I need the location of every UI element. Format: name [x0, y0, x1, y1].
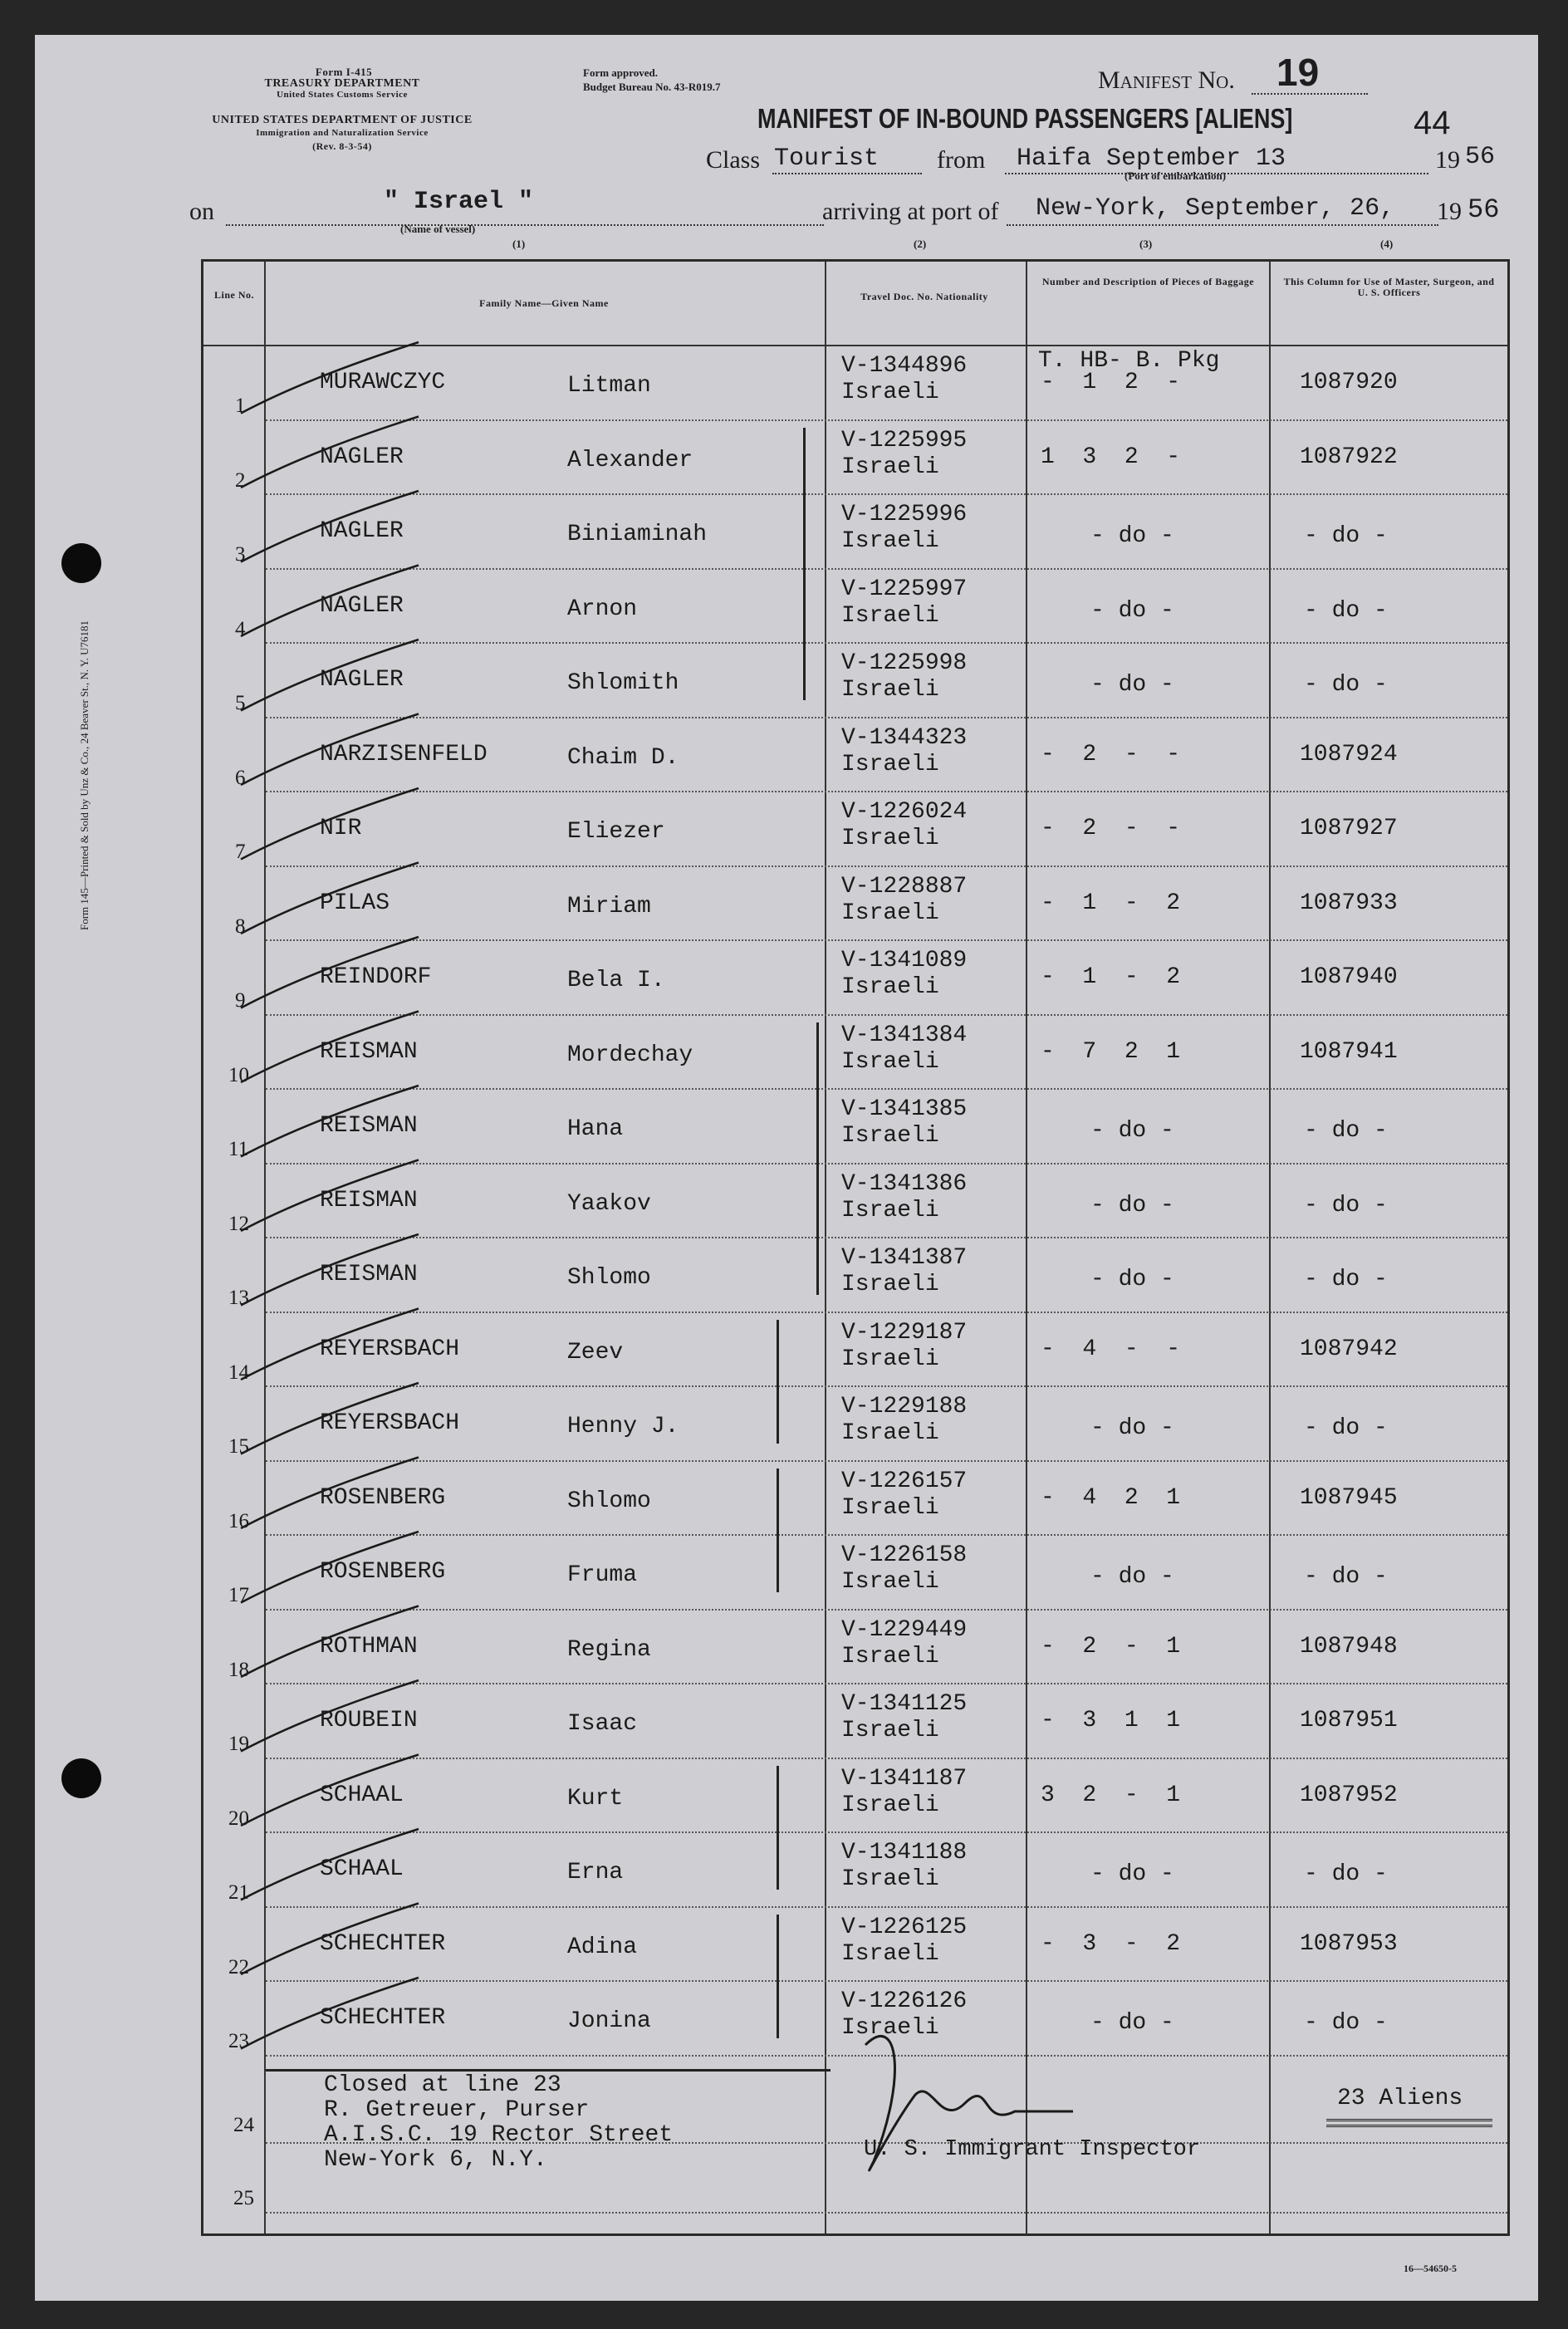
- family-name: SCHAAL: [320, 1782, 404, 1808]
- treasury-department: TREASURY DEPARTMENT: [264, 77, 420, 90]
- officer-column: - do -: [1304, 1267, 1388, 1292]
- given-name: Shlomo: [567, 1488, 651, 1514]
- manifest-title: MANIFEST OF IN-BOUND PASSENGERS [ALIENS]: [757, 103, 1293, 134]
- line-number: 8: [235, 914, 246, 938]
- officer-column: 1087941: [1300, 1038, 1398, 1065]
- check-mark: [241, 640, 419, 711]
- officer-column: - do -: [1304, 672, 1388, 698]
- from-value: Haifa September 13: [1017, 145, 1286, 173]
- col-number-4: (4): [1380, 238, 1394, 250]
- officer-column: 1087933: [1300, 890, 1398, 916]
- baggage: 1 3 2 -: [1041, 444, 1181, 470]
- baggage: - 3 - 2: [1041, 1930, 1181, 1957]
- travel-doc-number: V-1341089: [841, 948, 968, 973]
- line-number: 23: [228, 2030, 249, 2052]
- travel-doc-number: V-1226158: [841, 1542, 968, 1568]
- officer-column: 1087942: [1300, 1336, 1398, 1362]
- revision: (Rev. 8-3-54): [312, 140, 372, 152]
- line-number: 14: [228, 1361, 249, 1384]
- nationality: Israeli: [841, 1494, 939, 1521]
- manifest-no-value: 19: [1276, 51, 1320, 94]
- check-mark: [241, 566, 419, 637]
- nationality: Israeli: [841, 380, 939, 405]
- col-number-1: (1): [512, 238, 526, 250]
- class-value: Tourist: [774, 145, 880, 173]
- travel-doc-number: V-1229188: [841, 1394, 968, 1419]
- line-number: 16: [228, 1509, 249, 1532]
- baggage: - 1 - 2: [1041, 964, 1181, 990]
- closing-line-3: A.I.S.C. 19 Rector Street: [324, 2122, 674, 2148]
- line-number: 5: [235, 692, 246, 714]
- col-header-name: Family Name—Given Name: [479, 297, 609, 309]
- family-name: SCHECHTER: [320, 1930, 446, 1957]
- baggage: - 1 - 2: [1041, 890, 1181, 916]
- justice-department: UNITED STATES DEPARTMENT OF JUSTICE: [212, 114, 473, 126]
- page-note: 44: [1414, 105, 1451, 141]
- nationality: Israeli: [841, 1048, 939, 1075]
- given-name: Eliezer: [567, 819, 665, 845]
- travel-doc-number: V-1341384: [841, 1022, 968, 1048]
- col-header-baggage: Number and Description of Pieces of Baggage: [1041, 276, 1255, 287]
- baggage: - 1 2 -: [1041, 370, 1181, 395]
- check-mark: [241, 1829, 419, 1900]
- given-name: Kurt: [567, 1785, 624, 1812]
- line-number: 19: [228, 1733, 249, 1755]
- line-number: 2: [235, 468, 246, 492]
- line-number: 12: [228, 1212, 249, 1235]
- given-name: Regina: [567, 1636, 651, 1663]
- year1-prefix: 19: [1435, 146, 1460, 174]
- from-label: from: [937, 146, 986, 174]
- line-number: 6: [235, 766, 246, 789]
- line-number: 21: [228, 1881, 249, 1904]
- officer-column: 1087953: [1300, 1930, 1398, 1957]
- line-number: 9: [235, 989, 246, 1012]
- family-name: REISMAN: [320, 1038, 418, 1065]
- line-number: 3: [235, 543, 246, 566]
- officer-column: 1087948: [1300, 1633, 1398, 1660]
- family-name: REISMAN: [320, 1187, 418, 1214]
- line-number: 10: [228, 1063, 249, 1086]
- given-name: Bela I.: [567, 968, 665, 993]
- officer-column: - do -: [1304, 1118, 1388, 1144]
- customs-service: United States Customs Service: [277, 90, 408, 100]
- given-name: Zeev: [567, 1339, 624, 1366]
- officer-column: 1087940: [1300, 964, 1398, 990]
- baggage: - do -: [1090, 672, 1174, 698]
- family-name: REISMAN: [320, 1262, 418, 1287]
- inspector-signature: [865, 2036, 1073, 2170]
- check-mark: [241, 1012, 419, 1083]
- officer-column: - do -: [1304, 523, 1388, 549]
- officer-column: - do -: [1304, 1415, 1388, 1441]
- family-name: REINDORF: [320, 964, 432, 990]
- arrival-value: New-York, September, 26,: [1036, 194, 1395, 223]
- closing-line-4: New-York 6, N.Y.: [324, 2147, 547, 2173]
- baggage: - do -: [1090, 1564, 1174, 1590]
- check-mark: [241, 1904, 419, 1975]
- family-name: SCHAAL: [320, 1856, 404, 1882]
- given-name: Litman: [567, 373, 651, 399]
- check-mark: [241, 1978, 419, 2049]
- travel-doc-number: V-1225995: [841, 427, 968, 454]
- given-name: Miriam: [567, 893, 651, 919]
- line-number: 20: [228, 1807, 249, 1830]
- baggage: - do -: [1090, 1415, 1174, 1441]
- line-number: 1: [235, 395, 246, 417]
- nationality: Israeli: [841, 1792, 939, 1818]
- nationality: Israeli: [841, 1940, 939, 1967]
- officer-column: 1087924: [1300, 741, 1398, 767]
- check-mark: [241, 937, 419, 1008]
- vessel-label: (Name of vessel): [400, 223, 476, 235]
- nationality: Israeli: [841, 602, 939, 629]
- manifest-sheet: [35, 35, 1538, 2301]
- nationality: Israeli: [841, 1718, 939, 1743]
- check-mark: [241, 1755, 419, 1826]
- given-name: Arnon: [567, 596, 638, 622]
- nationality: Israeli: [841, 677, 939, 703]
- vessel-value: " Israel ": [384, 188, 534, 216]
- check-mark: [241, 1458, 419, 1529]
- officer-column: 1087945: [1300, 1484, 1398, 1511]
- travel-doc-number: V-1225996: [841, 502, 968, 527]
- officer-column: 1087922: [1300, 444, 1398, 470]
- family-name: NIR: [320, 816, 362, 841]
- given-name: Alexander: [567, 447, 693, 473]
- given-name: Henny J.: [567, 1414, 679, 1439]
- officer-column: 1087952: [1300, 1782, 1398, 1808]
- nationality: Israeli: [841, 1643, 939, 1670]
- family-name: PILAS: [320, 890, 390, 916]
- given-name: Biniaminah: [567, 522, 708, 547]
- family-name: REYERSBACH: [320, 1336, 460, 1362]
- officer-column: - do -: [1304, 597, 1388, 624]
- line-number: 11: [228, 1138, 249, 1160]
- baggage: - 2 - -: [1041, 741, 1181, 767]
- baggage: 3 2 - 1: [1041, 1782, 1181, 1808]
- baggage: - 4 - -: [1041, 1336, 1181, 1362]
- given-name: Jonina: [567, 2008, 651, 2034]
- travel-doc-number: V-1229187: [841, 1319, 968, 1346]
- arriving-label: arriving at port of: [822, 198, 999, 225]
- port-of-embarkation-label: (Port of embarkation): [1125, 169, 1227, 182]
- given-name: Yaakov: [567, 1190, 651, 1217]
- family-name: NARZISENFELD: [320, 741, 488, 767]
- baggage: - 7 2 1: [1041, 1038, 1181, 1065]
- baggage: - 2 - -: [1041, 816, 1181, 841]
- baggage-subheader: T. HB- B. Pkg: [1038, 348, 1220, 374]
- on-label: on: [189, 198, 214, 225]
- given-name: Mordechay: [567, 1042, 693, 1068]
- travel-doc-number: V-1341385: [841, 1096, 968, 1122]
- line-number: 22: [228, 1955, 249, 1978]
- nationality: Israeli: [841, 1272, 939, 1297]
- nationality: Israeli: [841, 1866, 939, 1892]
- family-name: NAGLER: [320, 518, 404, 544]
- year1-value: 56: [1465, 143, 1496, 171]
- line-number: 4: [235, 617, 246, 640]
- line-number-24: 24: [233, 2114, 254, 2136]
- travel-doc-number: V-1341125: [841, 1691, 968, 1717]
- nationality: Israeli: [841, 2015, 939, 2041]
- footer-code: 16—54650-5: [1404, 2263, 1457, 2274]
- check-mark: [241, 863, 419, 934]
- given-name: Chaim D.: [567, 744, 679, 771]
- baggage: - do -: [1090, 1861, 1174, 1887]
- family-name: REYERSBACH: [320, 1410, 460, 1436]
- family-name: NAGLER: [320, 592, 404, 619]
- travel-doc-number: V-1344896: [841, 353, 968, 379]
- baggage: - do -: [1090, 1118, 1174, 1144]
- check-mark: [241, 1532, 419, 1603]
- travel-doc-number: V-1226126: [841, 1988, 968, 2014]
- handwriting-overlay: [35, 35, 1538, 2301]
- officer-column: - do -: [1304, 1564, 1388, 1590]
- line-number: 17: [228, 1584, 249, 1606]
- baggage: - do -: [1090, 523, 1174, 549]
- col-header-officers: This Column for Use of Master, Surgeon, and U. S. Officers: [1283, 276, 1495, 298]
- check-mark: [241, 417, 419, 488]
- closing-line-1: Closed at line 23: [324, 2072, 561, 2098]
- nationality: Israeli: [841, 1569, 939, 1595]
- officer-column: - do -: [1304, 2010, 1388, 2036]
- nationality: Israeli: [841, 974, 939, 1000]
- given-name: Isaac: [567, 1711, 638, 1737]
- ins-service: Immigration and Naturalization Service: [256, 128, 429, 138]
- baggage: - 3 1 1: [1041, 1708, 1181, 1733]
- nationality: Israeli: [841, 1197, 939, 1223]
- travel-doc-number: V-1344323: [841, 724, 968, 751]
- nationality: Israeli: [841, 1346, 939, 1372]
- printer-side-text: Form 145—Printed & Sold by Unz & Co., 24 Beaver St., N. Y. U76181: [78, 620, 91, 930]
- nationality: Israeli: [841, 751, 939, 777]
- nationality: Israeli: [841, 900, 939, 926]
- travel-doc-number: V-1341188: [841, 1840, 968, 1866]
- officer-column: 1087920: [1300, 370, 1398, 395]
- baggage: - 2 - 1: [1041, 1633, 1181, 1660]
- baggage: - do -: [1090, 2010, 1174, 2036]
- check-mark: [241, 788, 419, 860]
- line-number: 13: [228, 1287, 249, 1309]
- nationality: Israeli: [841, 1420, 939, 1446]
- budget-bureau: Budget Bureau No. 43-R019.7: [583, 81, 721, 93]
- travel-doc-number: V-1226024: [841, 799, 968, 825]
- col-header-line: Line No.: [213, 289, 254, 301]
- year2-value: 56: [1468, 194, 1500, 225]
- check-mark: [241, 491, 419, 562]
- officer-column: - do -: [1304, 1861, 1388, 1887]
- given-name: Erna: [567, 1860, 624, 1885]
- class-label: Class: [706, 146, 761, 174]
- given-name: Fruma: [567, 1562, 638, 1588]
- col-number-2: (2): [914, 238, 927, 250]
- nationality: Israeli: [841, 1123, 939, 1149]
- officer-column: 1087951: [1300, 1708, 1398, 1733]
- given-name: Adina: [567, 1934, 638, 1960]
- check-mark: [241, 1383, 419, 1454]
- check-mark: [241, 1086, 419, 1157]
- travel-doc-number: V-1225998: [841, 650, 968, 676]
- officer-column: - do -: [1304, 1192, 1388, 1218]
- family-name: REISMAN: [320, 1113, 418, 1139]
- check-mark: [241, 1160, 419, 1232]
- check-mark: [241, 1680, 419, 1752]
- line-number: 7: [235, 841, 246, 863]
- family-name: ROSENBERG: [320, 1559, 446, 1585]
- manifest-no-label: Manifest No.: [1098, 66, 1235, 94]
- family-name: NAGLER: [320, 667, 404, 693]
- family-name: ROSENBERG: [320, 1484, 446, 1511]
- line-number-25: 25: [233, 2187, 254, 2209]
- given-name: Shlomith: [567, 670, 679, 696]
- travel-doc-number: V-1225997: [841, 576, 968, 602]
- travel-doc-number: V-1229449: [841, 1616, 968, 1643]
- family-name: ROUBEIN: [320, 1708, 418, 1733]
- travel-doc-number: V-1226157: [841, 1468, 968, 1494]
- form-approved: Form approved.: [583, 66, 659, 79]
- nationality: Israeli: [841, 826, 939, 851]
- year2-prefix: 19: [1437, 198, 1462, 225]
- travel-doc-number: V-1228887: [841, 873, 968, 900]
- check-mark: [241, 714, 419, 786]
- form-number: Form I-415: [315, 66, 373, 78]
- total-aliens: 23 Aliens: [1337, 2086, 1463, 2111]
- baggage: - do -: [1090, 1267, 1174, 1292]
- check-mark: [241, 1606, 419, 1678]
- family-name: MURAWCZYC: [320, 370, 446, 395]
- given-name: Shlomo: [567, 1265, 651, 1291]
- travel-doc-number: V-1341187: [841, 1765, 968, 1792]
- family-name: ROTHMAN: [320, 1633, 418, 1660]
- immigrant-inspector: U. S. Immigrant Inspector: [864, 2137, 1201, 2162]
- check-mark: [241, 1234, 419, 1306]
- check-mark: [241, 1309, 419, 1380]
- baggage: - do -: [1090, 597, 1174, 624]
- check-mark: [241, 342, 419, 414]
- line-number: 15: [228, 1435, 249, 1458]
- closing-line-2: R. Getreuer, Purser: [324, 2097, 590, 2123]
- travel-doc-number: V-1226125: [841, 1914, 968, 1940]
- baggage: - do -: [1090, 1192, 1174, 1218]
- nationality: Israeli: [841, 528, 939, 554]
- family-name: SCHECHTER: [320, 2005, 446, 2031]
- travel-doc-number: V-1341386: [841, 1170, 968, 1197]
- travel-doc-number: V-1341387: [841, 1245, 968, 1271]
- officer-column: 1087927: [1300, 816, 1398, 841]
- col-header-travel: Travel Doc. No. Nationality: [860, 291, 988, 302]
- given-name: Hana: [567, 1116, 624, 1142]
- nationality: Israeli: [841, 454, 939, 480]
- family-name: NAGLER: [320, 444, 404, 470]
- col-number-3: (3): [1139, 238, 1153, 250]
- line-number: 18: [228, 1658, 249, 1681]
- baggage: - 4 2 1: [1041, 1484, 1181, 1511]
